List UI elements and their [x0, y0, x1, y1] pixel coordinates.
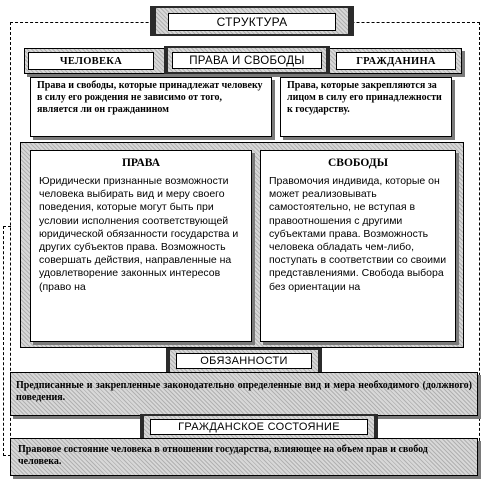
person-description	[30, 77, 272, 137]
freedoms-box	[260, 150, 456, 342]
rights-title: ПРАВА	[121, 157, 161, 169]
page-title: СТРУКТУРА	[168, 13, 336, 31]
civil-label: ГРАЖДАНСКОЕ СОСТОЯНИЕ	[150, 419, 368, 435]
rights-text: Юридически признанные возможности человека выбирать вид и меру своего поведения, которые могут быть при условии исполнения соответствующей юридической обязанности государства и других субъектов права. Возможность совершать действия, направленные на удовлетворение законных интересов (право на	[39, 175, 239, 293]
freedoms-title: СВОБОДЫ	[327, 157, 389, 169]
rights-box	[30, 150, 252, 342]
duties-label: ОБЯЗАННОСТИ	[176, 353, 312, 369]
freedoms-text: Правомочия индивида, которые он может реализовывать самостоятельно, не вступая в правоотношения с другими субъектами права. Возможность человека обладать чем-либо, поступать в соответствии со своими представлениями. Свобода выбора без ориентации на	[269, 175, 447, 293]
citizen-description-text: Права, которые закрепляются за лицом в силу его принадлежности к государству.	[287, 80, 442, 115]
rights-freedoms-label: ПРАВА И СВОБОДЫ	[172, 52, 322, 69]
civil-text: Правовое состояние человека в отношении государства, влияющее на объем прав и свобод человека.	[18, 444, 428, 467]
person-header: ЧЕЛОВЕКА	[28, 52, 154, 70]
citizen-header: ГРАЖДАНИНА	[336, 52, 456, 70]
citizen-description	[280, 77, 452, 137]
person-description-text: Права и свободы, которые принадлежат человеку в силу его рождения не зависимо от того, является ли он гражданином	[37, 80, 263, 115]
left-connector-top	[3, 226, 11, 227]
left-connector-vertical	[3, 226, 4, 456]
duties-text: Предписанные и закрепленные законодательно определенные вид и мера необходимого (должного) поведения.	[16, 380, 472, 403]
